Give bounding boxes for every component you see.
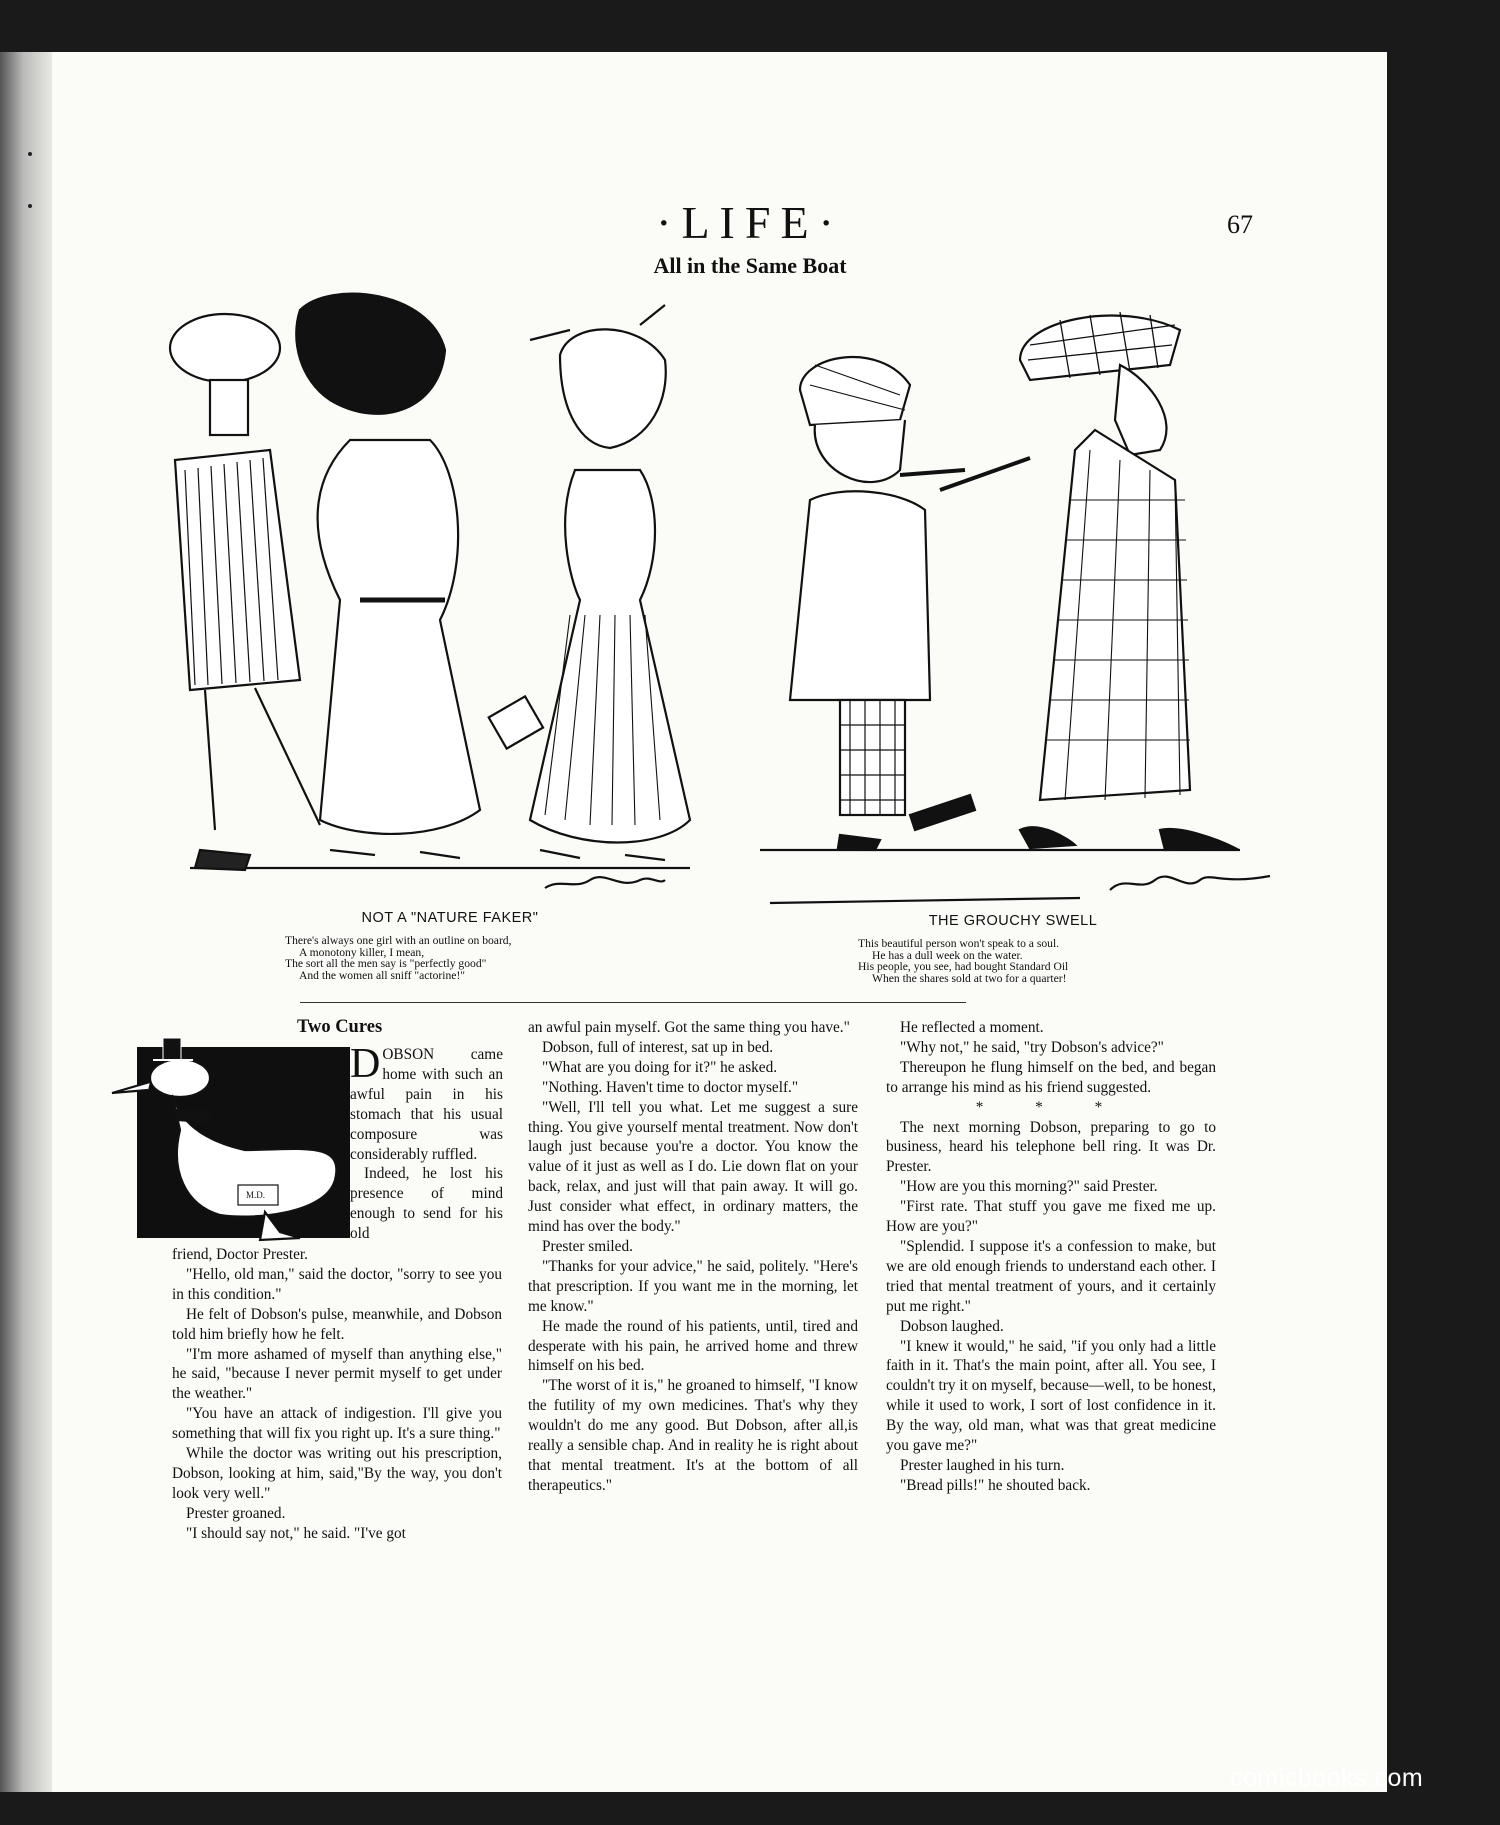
site-watermark: comicbooks.com	[1230, 1764, 1424, 1792]
caption-right-title: THE GROUCHY SWELL	[928, 913, 1098, 929]
section-break: * * *	[975, 1098, 1127, 1116]
story-column-3: He reflected a moment. "Why not," he said, "try Dobson's advice?" Thereupon he flung himself on the bed, and began to arrange his mind as his friend suggested. * * * The next morning Dobson, preparing to go to business, heard his telephone bell ring. It was Dr. Prester. "How are you this morning?" said Prester. "First rate. That stuff you gave me fixed me up. How are you?" "Splendid. I suppose it's a confession to make, but we are old enough friends to understand each other. I tried that mental treatment of yours, and it certainly put me right." Dobson laughed. "I knew it would," he said, "if you only had a little faith in it. That's the main point, after all. You see, I couldn't try it on myself, because—well, to be honest, while it used to work, I sort of lost confidence in it. By the way, old man, what was that great medicine you gave me?" Prester laughed in his turn. "Bread pills!" he shouted back.	[886, 1019, 1216, 1494]
masthead: ·LIFE·	[656, 197, 844, 248]
story-opening: DOBSON came home with such an awful pain in his stomach that his usual composure was considerably ruffled. Indeed, he lost his presence of mind enough to send for his old	[350, 1041, 503, 1243]
story-column-1: friend, Doctor Prester. "Hello, old man," said the doctor, "sorry to see you in this condition." He felt of Dobson's pulse, meanwhile, and Dobson told him briefly how he felt. "I'm more ashamed of myself than anything else," he said, "because I never permit myself to get under the weather." "You have an attack of indigestion. I'll give you something that will fix you right up. It's a sure thing." While the doctor was writing out his prescription, Dobson, looking at him, said,"By the way, you don't look very well." Prester groaned. "I should say not," he said. "I've got	[172, 1246, 502, 1542]
caption-left-title: NOT A "NATURE FAKER"	[361, 910, 539, 926]
duck-badge: M.D.	[246, 1190, 266, 1200]
caption-left-verse: There's always one girl with an outline on board, A monotony killer, I mean, The sort all the men say is "perfectly good" And the women all sniff "actorine!"	[285, 934, 512, 982]
caption-right	[858, 913, 1168, 984]
caption-left	[285, 910, 615, 981]
section-divider	[300, 1002, 966, 1003]
caption-right-verse: This beautiful person won't speak to a soul. He has a dull week on the water. His people, you see, had bought Standard Oil When the shares sold at two for a quarter!	[858, 937, 1069, 985]
cartoon-title: All in the Same Boat	[653, 253, 847, 278]
drop-cap: D	[350, 1041, 381, 1087]
page-number: 67	[1227, 210, 1253, 239]
story-title: Two Cures	[297, 1017, 383, 1037]
story-column-2: an awful pain myself. Got the same thing you have." Dobson, full of interest, sat up in bed. "What are you doing for it?" he asked. "Nothing. Haven't time to doctor myself." "Well, I'll tell you what. Let me suggest a sure thing. You give yourself mental treatment. Now don't laugh just because you're a doctor. You know the value of it just as well as I do. Lie down flat on your back, relax, and just will that pain away. It will go. Just consider what effect, in ordinary matters, the mind has over the body." Prester smiled. "Thanks for your advice," he said, politely. "Here's that prescription. If you want me in the morning, let me know." He made the round of his patients, until, tired and desperate with his pain, he arrived home and threw himself on his bed. "The worst of it is," he groaned to himself, "I know the futility of my own medicines. That's why they wouldn't do me any good. But Dobson, after all,is really a sensible chap. And in reality he is right about that mental treatment. It's at the bottom of all therapeutics."	[528, 1019, 858, 1494]
